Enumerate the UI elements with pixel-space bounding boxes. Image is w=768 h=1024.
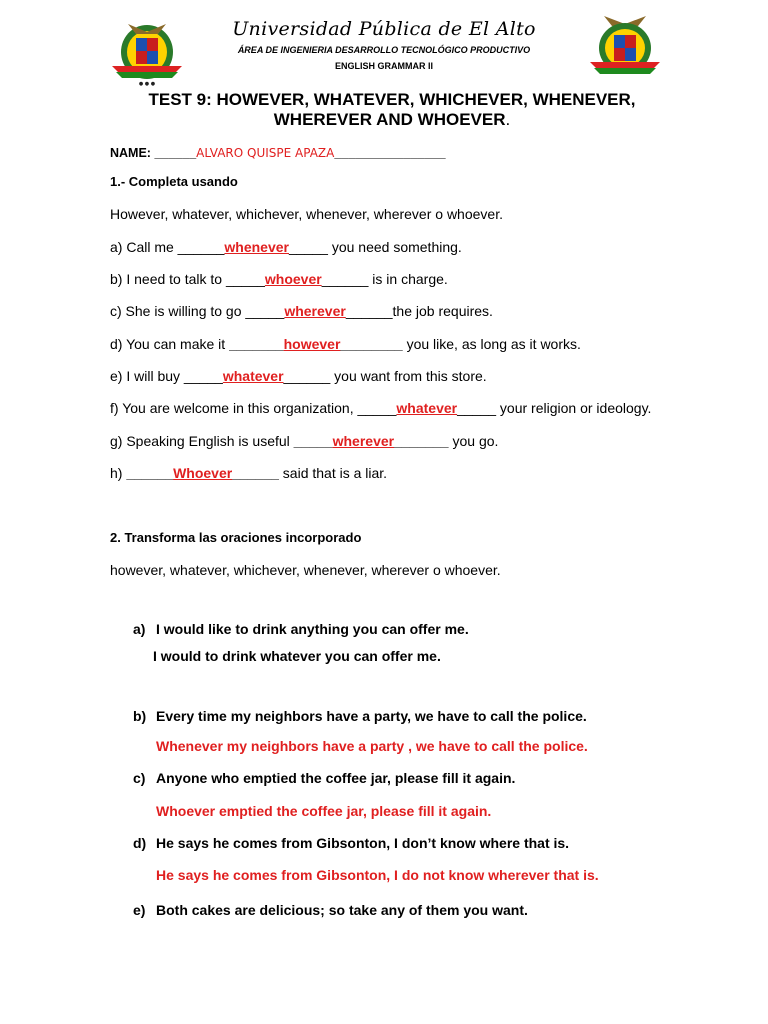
exercise-item: f) You are welcome in this organization, _____whatever_____ your religion or ideology. <box>110 400 652 416</box>
transform-item-prompt: d) He says he comes from Gibsonton, I don’t know where that is. <box>133 835 570 851</box>
test-title-line1: TEST 9: HOWEVER, WHATEVER, WHICHEVER, WHENEVER, <box>148 90 636 109</box>
name-field <box>110 146 446 160</box>
transform-item-answer: He says he comes from Gibsonton, I do not know wherever that is. <box>156 867 599 883</box>
transform-item-answer: Whoever emptied the coffee jar, please fill it again. <box>156 803 492 819</box>
section2-heading: 2. Transforma las oraciones incorporado <box>110 530 362 545</box>
answer: Whoever <box>173 465 233 481</box>
answer: whenever <box>224 239 289 255</box>
test-title <box>0 90 768 130</box>
section2-instructions: however, whatever, whichever, whenever, wherever o whoever. <box>110 562 501 578</box>
transform-item-answer: Whenever my neighbors have a party , we have to call the police. <box>156 738 588 754</box>
exercise-item: c) She is willing to go _____wherever______the job requires. <box>110 303 493 319</box>
answer: wherever <box>284 303 346 319</box>
exercise-item: e) I will buy _____whatever______ you want from this store. <box>110 368 487 384</box>
answer: whoever <box>264 271 322 287</box>
exercise-item: d) You can make it _______however________ you like, as long as it works. <box>110 336 581 352</box>
section1-instructions: However, whatever, whichever, whenever, wherever o whoever. <box>110 206 503 222</box>
transform-item-prompt: e) Both cakes are delicious; so take any of them you want. <box>133 902 528 918</box>
area-name: ÁREA DE INGENIERIA DESARROLLO TECNOLÓGICO PRODUCTIVO <box>237 45 531 55</box>
course-name: ENGLISH GRAMMAR II <box>335 61 433 71</box>
exercise-item: a) Call me ______whenever_____ you need something. <box>110 239 462 255</box>
transform-item-prompt: a) I would like to drink anything you can offer me. <box>133 621 469 637</box>
name-label: NAME: <box>110 146 155 160</box>
name-pre-blank: ______ <box>154 146 197 160</box>
transform-item-prompt: b) Every time my neighbors have a party, we have to call the police. <box>133 708 587 724</box>
answer: whatever <box>396 400 458 416</box>
answer: wherever <box>332 433 395 449</box>
exercise-item: g) Speaking English is useful _____wherever_______ you go. <box>110 433 499 449</box>
university-name: Universidad Pública de El Alto <box>232 18 536 40</box>
section1-heading: 1.- Completa usando <box>110 174 238 189</box>
student-name: ALVARO QUISPE APAZA <box>196 146 335 160</box>
exercise-item: b) I need to talk to _____whoever______ is in charge. <box>110 271 448 287</box>
transform-item-prompt: c) Anyone who emptied the coffee jar, please fill it again. <box>133 770 516 786</box>
name-post-blank: ________________ <box>334 146 446 160</box>
answer: whatever <box>222 368 284 384</box>
answer: however <box>283 336 341 352</box>
transform-item-answer: I would to drink whatever you can offer me. <box>153 648 441 664</box>
svg-text:● ● ●: ● ● ● <box>138 81 156 87</box>
test-title-line2: WHEREVER AND WHOEVER. <box>273 110 511 129</box>
exercise-item: h) ______Whoever______ said that is a liar. <box>110 465 388 481</box>
